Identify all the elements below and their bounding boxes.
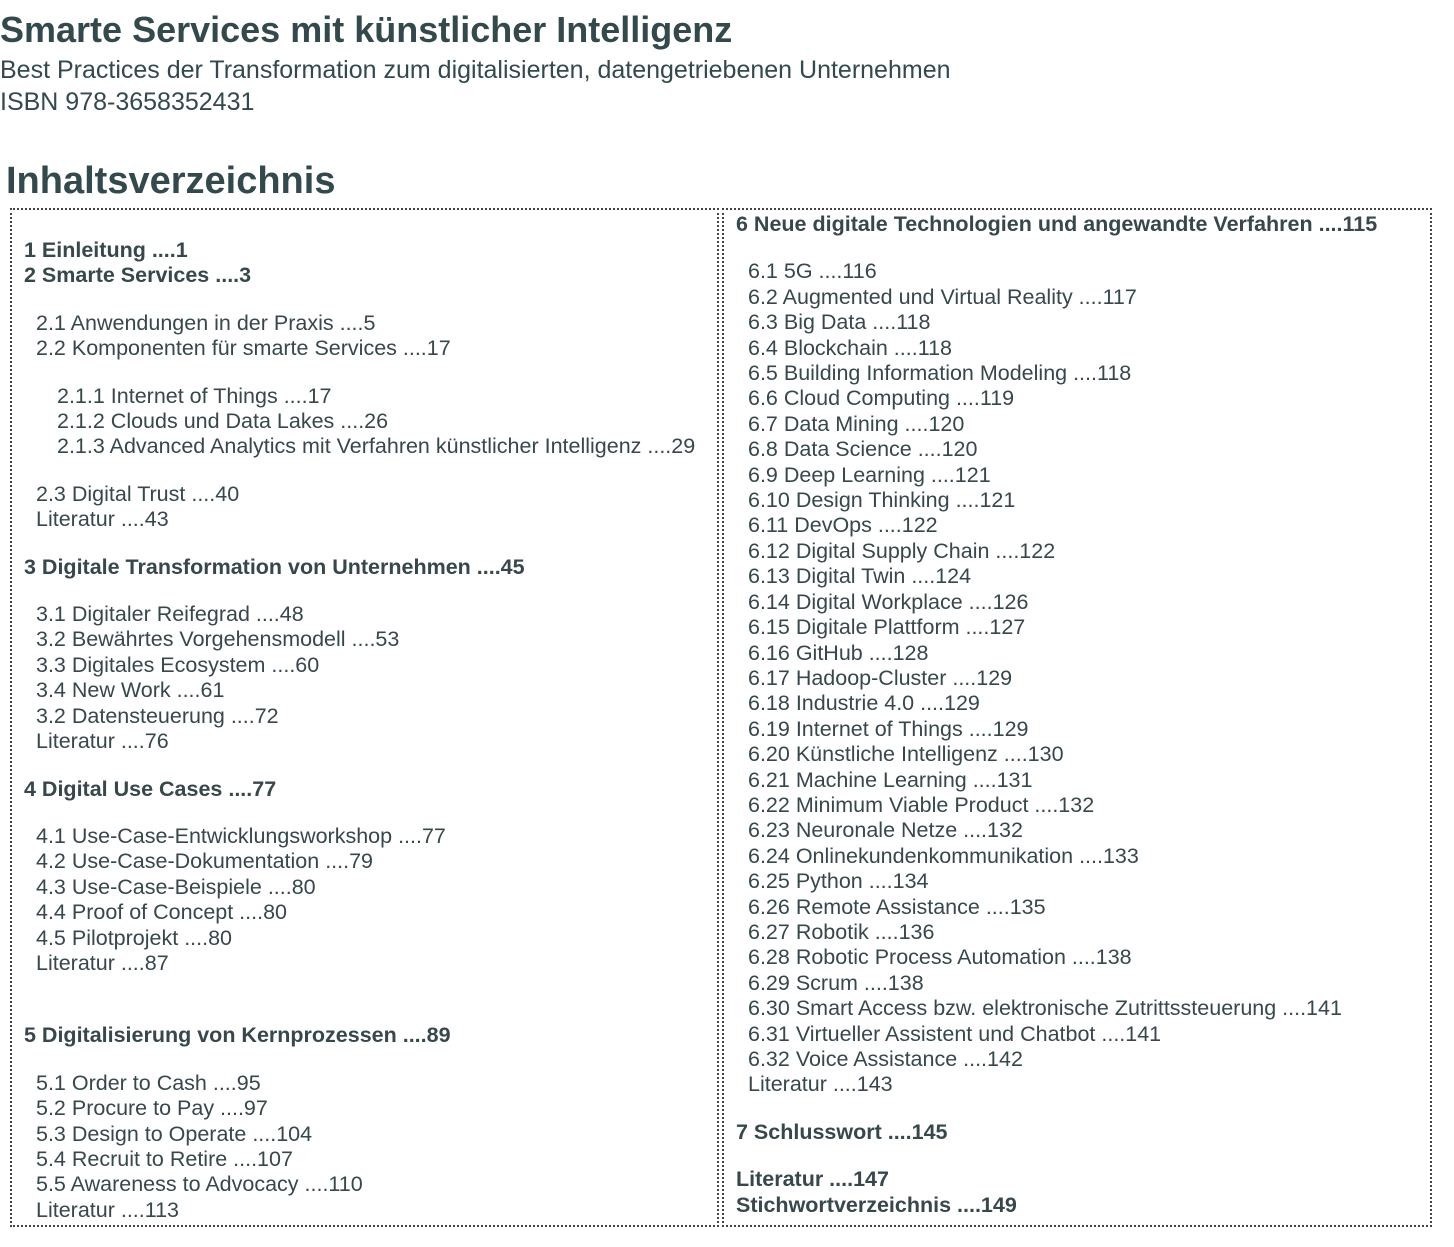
toc-left-column <box>10 208 719 1227</box>
toc-section: 6.5 Building Information Modeling ....118 <box>748 361 1132 386</box>
toc-chapter: 2 Smarte Services ....3 <box>24 263 252 288</box>
toc-chapter: Literatur ....147 <box>736 1167 889 1192</box>
toc-section: 5.3 Design to Operate ....104 <box>36 1121 313 1146</box>
toc-section: 6.11 DevOps ....122 <box>748 513 938 538</box>
toc-section: 3.1 Digitaler Reifegrad ....48 <box>36 602 304 627</box>
toc-section: 6.13 Digital Twin ....124 <box>748 564 972 589</box>
toc-section: 5.5 Awareness to Advocacy ....110 <box>36 1172 363 1197</box>
toc-section: 6.16 GitHub ....128 <box>748 640 929 665</box>
toc-section: Literatur ....113 <box>36 1197 180 1222</box>
book-subtitle: Best Practices der Transformation zum digitalisierten, datengetriebenen Unternehmen <box>0 56 951 84</box>
toc-section: 6.3 Big Data ....118 <box>748 310 931 335</box>
toc-heading: Inhaltsverzeichnis <box>6 160 336 202</box>
toc-section: 6.30 Smart Access bzw. elektronische Zutrittssteuerung ....141 <box>748 996 1342 1021</box>
toc-subsection: 2.1.2 Clouds und Data Lakes ....26 <box>57 409 389 434</box>
toc-section: 6.24 Onlinekundenkommunikation ....133 <box>748 843 1139 868</box>
toc-section: 6.17 Hadoop-Cluster ....129 <box>748 665 1013 690</box>
book-header <box>0 8 951 118</box>
toc-subsection: 2.1.1 Internet of Things ....17 <box>57 383 332 408</box>
toc-section: 6.21 Machine Learning ....131 <box>748 767 1033 792</box>
toc-section: 5.4 Recruit to Retire ....107 <box>36 1146 293 1171</box>
toc-section: 6.15 Digitale Plattform ....127 <box>748 615 1026 640</box>
toc-section: Literatur ....76 <box>36 729 169 754</box>
toc-section: 3.3 Digitales Ecosystem ....60 <box>36 652 320 677</box>
toc-chapter: 7 Schlusswort ....145 <box>736 1119 948 1144</box>
toc-section: 6.10 Design Thinking ....121 <box>748 488 1016 513</box>
toc-subsection: 2.1.3 Advanced Analytics mit Verfahren künstlicher Intelligenz ....29 <box>57 434 696 459</box>
toc-section: 6.20 Künstliche Intelligenz ....130 <box>748 742 1064 767</box>
toc-section: 6.9 Deep Learning ....121 <box>748 462 991 487</box>
toc-section: Literatur ....87 <box>36 950 169 975</box>
toc-section: 6.25 Python ....134 <box>748 869 929 894</box>
toc-chapter: 6 Neue digitale Technologien und angewandte Verfahren ....115 <box>736 212 1378 236</box>
toc-chapter: 1 Einleitung ....1 <box>24 238 188 262</box>
toc-section: Literatur ....143 <box>748 1072 893 1097</box>
toc-section: 6.31 Virtueller Assistent und Chatbot ....141 <box>748 1021 1162 1046</box>
toc-section: 5.2 Procure to Pay ....97 <box>36 1096 268 1121</box>
toc-section: 6.19 Internet of Things ....129 <box>748 716 1029 741</box>
toc-section: 3.4 New Work ....61 <box>36 678 225 703</box>
toc-section: 6.28 Robotic Process Automation ....138 <box>748 945 1132 970</box>
toc-chapter: 4 Digital Use Cases ....77 <box>24 776 277 801</box>
toc-section: 6.2 Augmented und Virtual Reality ....117 <box>748 284 1137 309</box>
toc-chapter: Stichwortverzeichnis ....149 <box>736 1192 1017 1217</box>
toc-section: 6.23 Neuronale Netze ....132 <box>748 818 1023 843</box>
toc-section: 4.4 Proof of Concept ....80 <box>36 900 287 925</box>
toc-section: 6.8 Data Science ....120 <box>748 437 978 462</box>
book-title: Smarte Services mit künstlicher Intelligenz <box>0 9 733 50</box>
toc-section: 4.1 Use-Case-Entwicklungsworkshop ....77 <box>36 823 446 848</box>
toc-section: 5.1 Order to Cash ....95 <box>36 1070 261 1095</box>
toc-section: 6.18 Industrie 4.0 ....129 <box>748 691 980 716</box>
toc-section: 2.3 Digital Trust ....40 <box>36 481 240 506</box>
toc-section: 6.32 Voice Assistance ....142 <box>748 1047 1023 1071</box>
toc-section: 4.2 Use-Case-Dokumentation ....79 <box>36 849 373 874</box>
toc-chapter: 3 Digitale Transformation von Unternehmen ....45 <box>24 554 525 579</box>
book-isbn: ISBN 978-3658352431 <box>0 88 255 116</box>
toc-section: 2.2 Komponenten für smarte Services ....17 <box>36 336 451 361</box>
toc-section: 6.1 5G ....116 <box>748 259 877 284</box>
toc-section: 3.2 Bewährtes Vorgehensmodell ....53 <box>36 627 400 652</box>
toc-section: 6.7 Data Mining ....120 <box>748 411 965 436</box>
toc-section: 6.12 Digital Supply Chain ....122 <box>748 538 1056 563</box>
toc-section: 3.2 Datensteuerung ....72 <box>36 703 279 728</box>
toc-section: 4.3 Use-Case-Beispiele ....80 <box>36 874 316 899</box>
toc-right-column <box>722 208 1432 1227</box>
toc-section: 4.5 Pilotprojekt ....80 <box>36 925 232 950</box>
toc-section: 6.4 Blockchain ....118 <box>748 335 952 360</box>
toc-section: 2.1 Anwendungen in der Praxis ....5 <box>36 310 376 335</box>
toc-chapter: 5 Digitalisierung von Kernprozessen ....89 <box>24 1023 451 1048</box>
toc-section: Literatur ....43 <box>36 507 169 532</box>
toc-section: 6.29 Scrum ....138 <box>748 970 924 995</box>
toc-section: 6.27 Robotik ....136 <box>748 919 935 944</box>
toc-section: 6.26 Remote Assistance ....135 <box>748 894 1046 919</box>
toc-section: 6.14 Digital Workplace ....126 <box>748 589 1029 614</box>
toc-section: 6.6 Cloud Computing ....119 <box>748 386 1015 411</box>
toc-section: 6.22 Minimum Viable Product ....132 <box>748 792 1095 817</box>
